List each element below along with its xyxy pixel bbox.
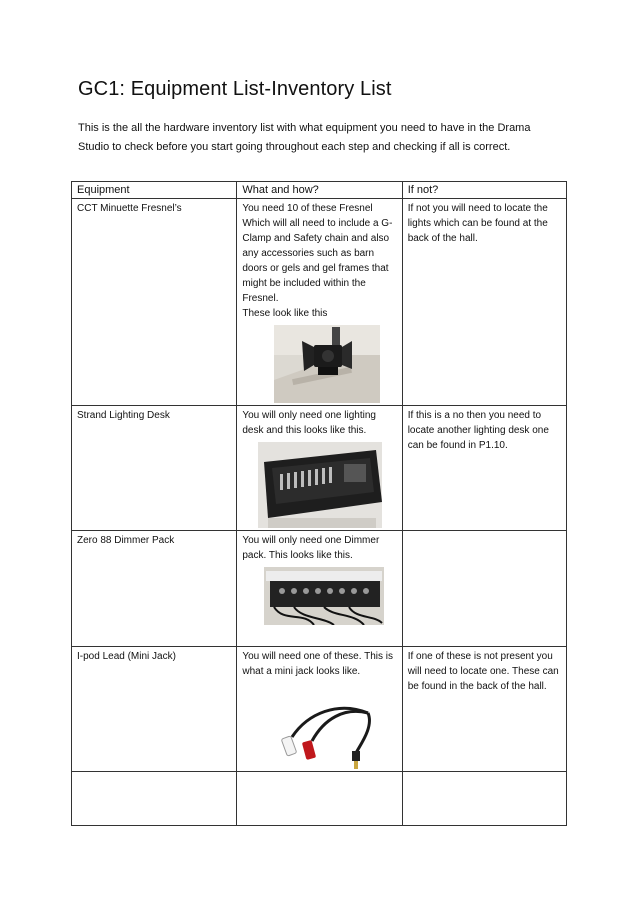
inventory-table	[71, 181, 567, 826]
what-text: You will need one of these. This is what a mini jack looks like.	[242, 651, 393, 677]
what-cell	[237, 531, 402, 647]
what-cell	[237, 772, 402, 826]
if-not-cell: If this is a no then you need to locate another lighting desk one can be found in P1.10.	[402, 406, 566, 531]
what-text: You need 10 of these Fresnel Which will all need to include a G-Clamp and Safety chain and also any accessories such as barn doors or gels and gel frames that might be included within the Fresnel. These look like this	[242, 203, 393, 319]
table-row	[72, 647, 567, 772]
if-not-cell	[402, 772, 566, 826]
header-if-not: If not?	[402, 182, 566, 199]
table-row	[72, 531, 567, 647]
what-text: You will only need one lighting desk and this looks like this.	[242, 410, 376, 436]
header-what-and-how: What and how?	[237, 182, 402, 199]
equipment-cell	[72, 772, 237, 826]
page-title: GC1: Equipment List-Inventory List	[78, 78, 392, 100]
equipment-cell: CCT Minuette Fresnel’s	[72, 199, 237, 406]
if-not-cell: If not you will need to locate the lights which can be found at the back of the hall.	[402, 199, 566, 406]
equipment-cell: I-pod Lead (Mini Jack)	[72, 647, 237, 772]
table-row	[72, 772, 567, 826]
intro-paragraph: This is the all the hardware inventory list with what equipment you need to have in the Drama Studio to check before you start going throughout each step and checking if all is correct.	[78, 122, 531, 153]
fresnel-light-photo	[274, 325, 380, 403]
dimmer-pack-photo	[264, 567, 384, 625]
if-not-cell	[402, 531, 566, 647]
what-cell	[237, 406, 402, 531]
table-header-row	[72, 182, 567, 199]
header-equipment: Equipment	[72, 182, 237, 199]
lighting-desk-photo	[258, 442, 382, 528]
table-row	[72, 406, 567, 531]
mini-jack-cable-photo	[278, 683, 384, 769]
what-cell	[237, 647, 402, 772]
equipment-cell: Zero 88 Dimmer Pack	[72, 531, 237, 647]
what-text: You will only need one Dimmer pack. This looks like this.	[242, 535, 380, 561]
what-cell	[237, 199, 402, 406]
if-not-cell: If one of these is not present you will need to locate one. These can be found in the back of the hall.	[402, 647, 566, 772]
equipment-cell: Strand Lighting Desk	[72, 406, 237, 531]
table-row	[72, 199, 567, 406]
